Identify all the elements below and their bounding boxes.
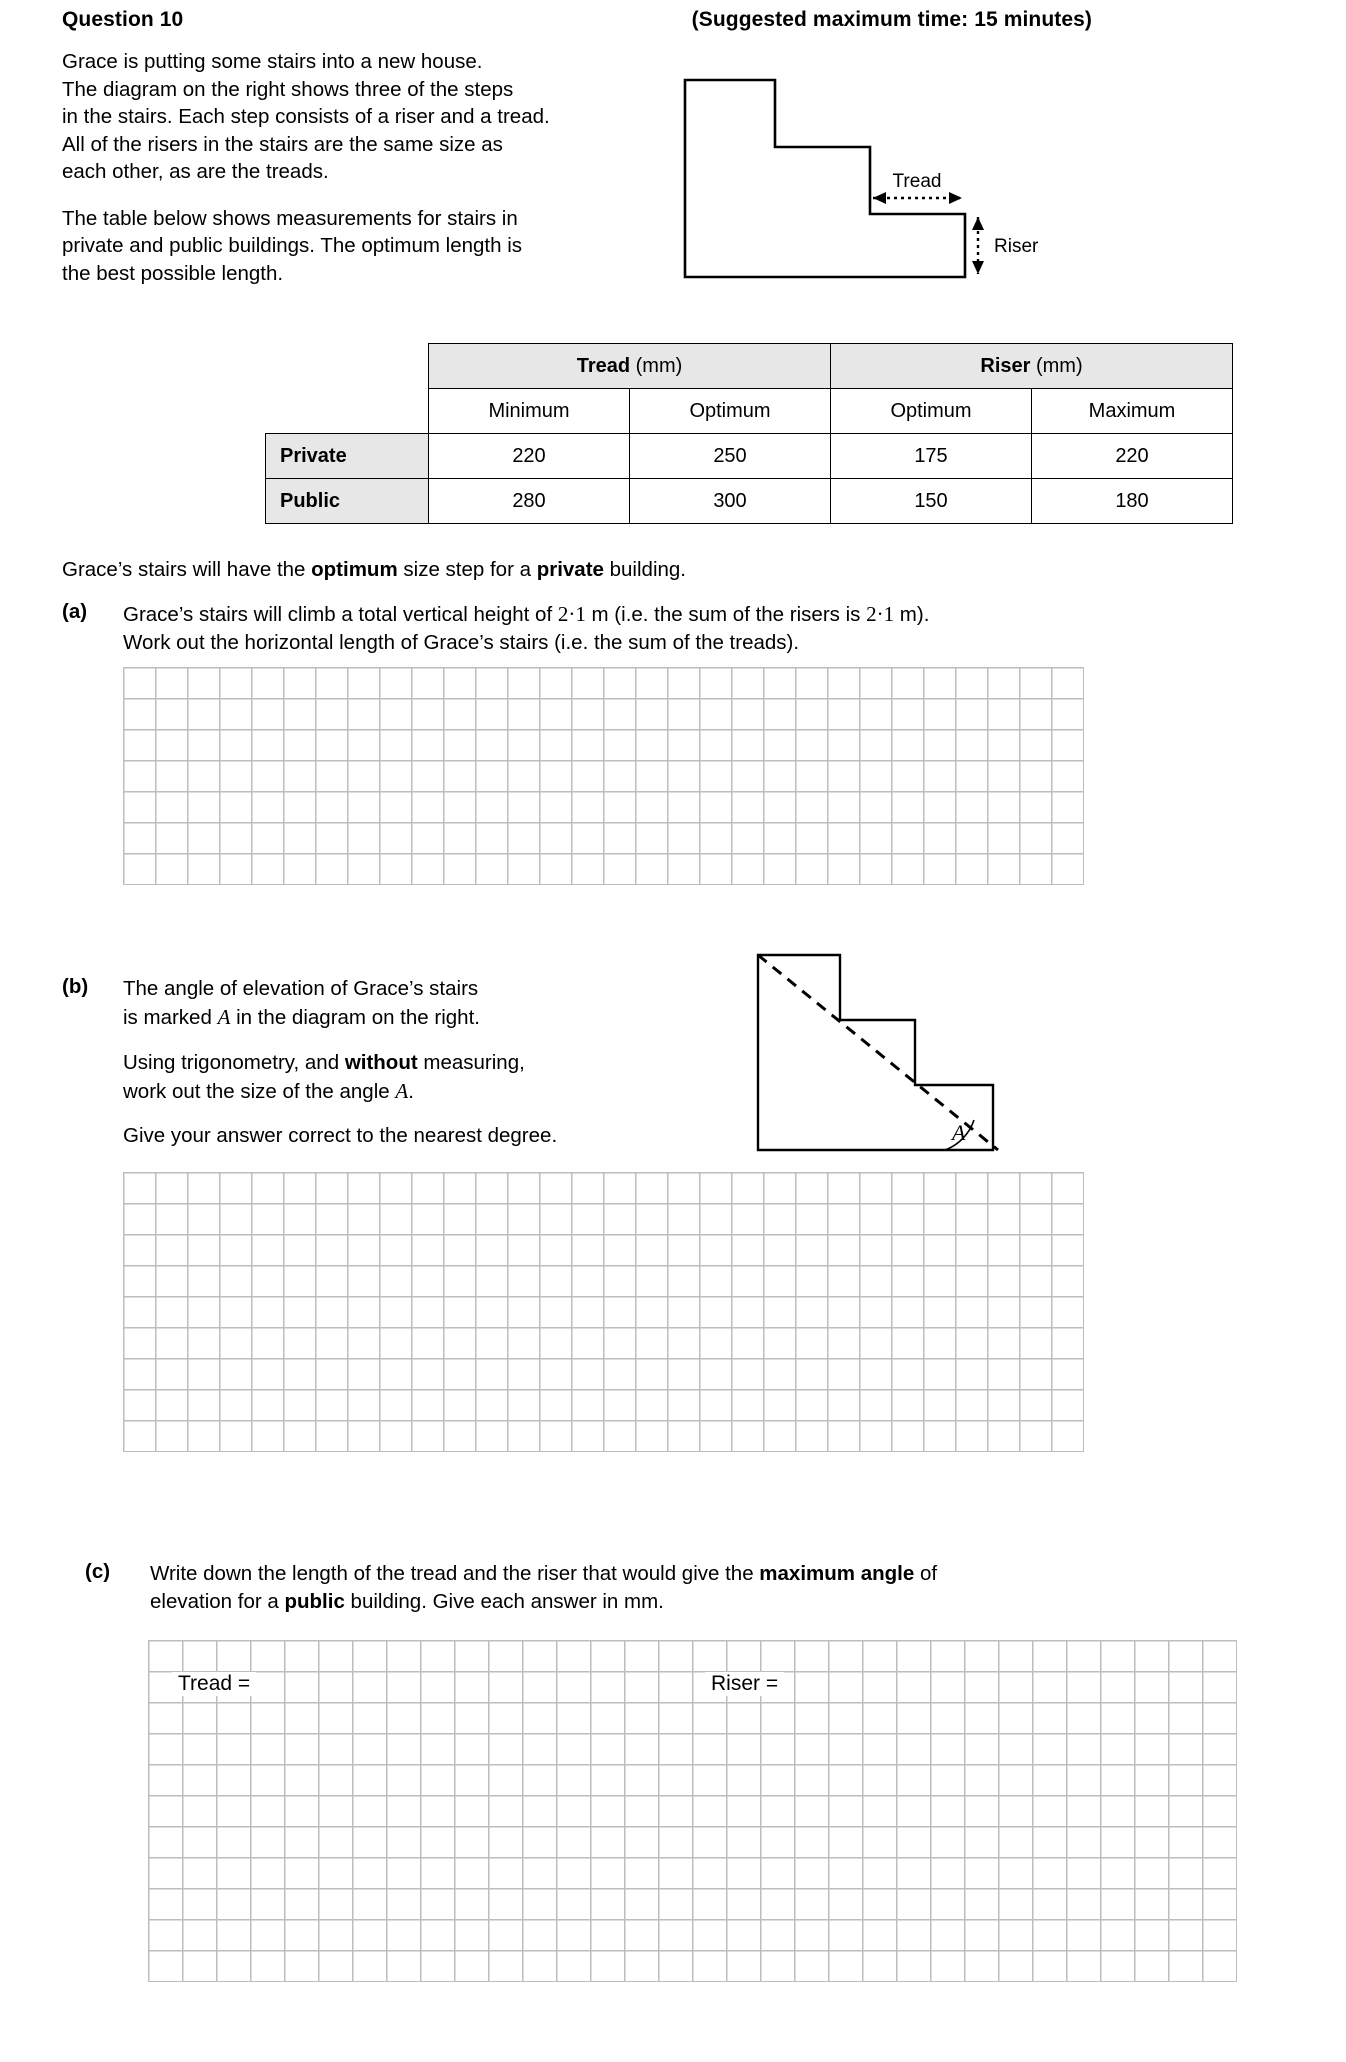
riser-dimension [972, 217, 984, 274]
part-b-line1: The angle of elevation of Grace’s stairs [123, 977, 479, 1000]
part-c-line1-pre: Write down the length of the tread and the riser that would give the [150, 1562, 760, 1585]
group-header-riser-unit: (mm) [1035, 354, 1083, 377]
part-a-line2: Work out the horizontal length of Grace’s stairs (i.e. the sum of the treads). [123, 631, 800, 654]
group-header-tread-name: Tread [576, 354, 631, 377]
part-b-text [123, 975, 683, 1032]
cell-public-tread-optimum: 300 [630, 479, 831, 524]
table-subheader-riser-maximum: Maximum [1032, 389, 1233, 434]
table-corner-cell [266, 344, 429, 389]
statement-post: building. [603, 558, 686, 581]
statement-bold-private: private [536, 558, 604, 581]
part-c-line2-post: building. Give each answer in mm. [344, 1590, 664, 1613]
part-a-label: (a) [62, 600, 88, 623]
cell-public-tread-minimum: 280 [429, 479, 630, 524]
part-a-line1-mid: m (i.e. the sum of the risers is [585, 603, 867, 626]
riser-label: Riser [994, 236, 1039, 257]
group-header-riser-name: Riser [980, 354, 1031, 377]
table-row [266, 479, 1233, 524]
row-label-public: Public [266, 479, 429, 524]
part-c-bold-maximum-angle: maximum angle [759, 1562, 915, 1585]
question-header [62, 8, 1092, 32]
part-c-line2-pre: elevation for a [150, 1590, 285, 1613]
part-b-line2-pre: is marked [123, 1006, 218, 1029]
intro-line-5: each other, as are the treads. [62, 160, 329, 183]
stairs-svg [660, 62, 1080, 292]
table-subheader-riser-optimum: Optimum [831, 389, 1032, 434]
answer-grid-c[interactable] [148, 1640, 1237, 1982]
statement-mid: size step for a [397, 558, 537, 581]
part-a-line1-pre: Grace’s stairs will climb a total vertical height of [123, 603, 558, 626]
angle-marker-label: A [952, 1120, 966, 1145]
part-b-line2-post: in the diagram on the right. [230, 1006, 480, 1029]
part-b-line3-post: measuring, [417, 1051, 525, 1074]
intro-line-2: The diagram on the right shows three of the steps [62, 77, 514, 101]
tread-label: Tread [892, 171, 942, 192]
part-a-text [123, 600, 1083, 657]
table-group-header-tread [429, 344, 831, 389]
suggested-time-note: (Suggested maximum time: 15 minutes) [691, 8, 1092, 31]
intro-line-4: All of the risers in the stairs are the same size as [62, 132, 503, 156]
stairs-diagram-angle [730, 940, 1070, 1170]
intro-text [62, 48, 662, 287]
cell-private-riser-optimum: 175 [831, 434, 1032, 479]
cell-public-riser-optimum: 150 [831, 479, 1032, 524]
tread-dimension [873, 192, 962, 204]
answer-grid-a[interactable] [123, 667, 1084, 885]
part-b-line3-pre: Using trigonometry, and [123, 1051, 345, 1074]
part-c-text [150, 1560, 1160, 1616]
intro-line-6: The table below shows measurements for stairs in [62, 206, 518, 230]
cell-private-tread-minimum: 220 [429, 434, 630, 479]
part-a-height-value: 2·1 [557, 602, 586, 626]
part-c-label: (c) [85, 1560, 111, 1583]
table-subheader-row [266, 389, 1233, 434]
part-b-text-2 [123, 1049, 683, 1106]
part-a-line1-post: m). [894, 603, 930, 626]
tread-answer-prompt: Tread = [172, 1672, 256, 1696]
part-b-angle-var-2: A [395, 1079, 409, 1103]
part-b-bold-without: without [344, 1051, 418, 1074]
answer-grid-b[interactable] [123, 1172, 1084, 1452]
stairs-diagram-top [660, 62, 1080, 292]
intro-line-8: the best possible length. [62, 261, 284, 285]
cell-private-riser-maximum: 220 [1032, 434, 1233, 479]
intro-paragraph-1 [62, 48, 662, 186]
part-b-line4-pre: work out the size of the angle [123, 1080, 396, 1103]
part-b-label: (b) [62, 975, 89, 998]
part-b-angle-var-1: A [217, 1005, 231, 1029]
part-b-text-3 [123, 1122, 683, 1150]
part-c-line1-post: of [914, 1562, 938, 1585]
intro-line-7: private and public buildings. The optimum length is [62, 234, 522, 257]
row-label-private: Private [266, 434, 429, 479]
part-c-bold-public: public [284, 1590, 345, 1613]
statement-bold-optimum: optimum [311, 558, 398, 581]
table-group-header-row [266, 344, 1233, 389]
statement-pre: Grace’s stairs will have the [62, 558, 312, 581]
part-b-line5: Give your answer correct to the nearest degree. [123, 1124, 558, 1147]
stairs-angle-svg [730, 940, 1070, 1170]
part-b-line4-post: . [408, 1080, 414, 1103]
group-header-tread-unit: (mm) [635, 354, 683, 377]
intro-paragraph-2 [62, 205, 662, 288]
cell-private-tread-optimum: 250 [630, 434, 831, 479]
intro-line-3: in the stairs. Each step consists of a riser and a tread. [62, 105, 550, 128]
part-a-risers-sum-value: 2·1 [866, 602, 895, 626]
intro-line-1: Grace is putting some stairs into a new house. [62, 50, 483, 73]
optimum-private-statement [62, 556, 1062, 584]
table-corner-cell-2 [266, 389, 429, 434]
table-group-header-riser [831, 344, 1233, 389]
measurements-table [265, 343, 1233, 524]
page-title: Question 10 [62, 8, 184, 31]
table-subheader-tread-optimum: Optimum [630, 389, 831, 434]
cell-public-riser-maximum: 180 [1032, 479, 1233, 524]
table-row [266, 434, 1233, 479]
table-subheader-tread-minimum: Minimum [429, 389, 630, 434]
riser-answer-prompt: Riser = [705, 1672, 784, 1696]
